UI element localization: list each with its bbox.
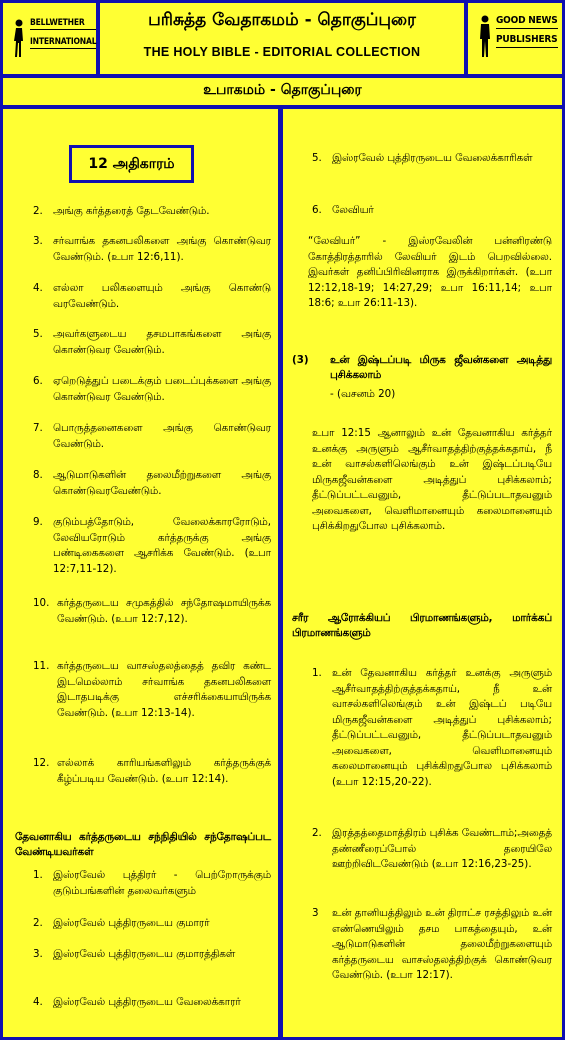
item-text: எல்லா பலிகளையும் அங்கு கொண்டு வரவேண்டும். [53,282,271,310]
item-number: 3. [33,235,43,247]
left-logo-line-1: BELLWETHER [30,17,96,30]
list-item [33,204,271,220]
list-item [312,151,552,167]
right-column [283,109,562,1037]
item-text: இஸ்ரவேல் புத்திரருடைய வேலைக்காரர் [53,996,241,1008]
list-item [33,421,271,452]
list-item [33,756,271,787]
item-number: 2. [33,917,43,929]
list-item [33,468,271,499]
item-text: பொருத்தனைகளை அங்கு கொண்டுவர வேண்டும். [53,422,271,450]
item-number: 5. [33,328,43,340]
right-logo-line-2: PUBLISHERS [496,33,558,48]
point-3-number: (3) [292,354,309,366]
section-title-bar [3,78,562,105]
item-text: ஏறெடுத்துப் படைக்கும் படைப்புக்களை அங்கு கொண்டுவர வேண்டும். [53,375,271,403]
left-column [3,109,278,1037]
list-item [33,868,271,899]
item-text: உன் தேவனாகிய கர்த்தர் உனக்கு அருளும் ஆசீர்வாதத்திற்குத்தக்கதாய், நீ உன் வாசல்களிலெங்கும் உன் இஷ்டப் படியே மிருகஜீவன்களை அடித்துப் புசிக்கலாம்; தீட்டுப்பட்டவனும், தீட்டுப்படாதவனும் அவைகளை, வெளிமானையும் கலைமானையும் புசிக்கிறதுபோல புசிக்கலாம் (உபா 12:15,20-22). [332,667,552,788]
list-item [33,995,271,1011]
left-logo-line-2: INTERNATIONAL [30,37,97,47]
item-number: 3. [33,948,43,960]
chapter-heading: 12 அதிகாரம் [69,145,194,183]
good-news-logo [468,3,562,74]
item-number: 1. [312,667,322,679]
item-text: சர்வாங்க தகனபலிகளை அங்கு கொண்டுவர வேண்டும். (உபா 12:6,11). [53,235,271,263]
list-item [33,659,271,721]
point-3-heading [292,353,552,383]
item-number: 4. [33,282,43,294]
list-item [33,281,271,312]
item-number: 12. [33,757,50,769]
bellwether-logo [3,3,96,74]
list-item [33,916,271,932]
standing-figure-icon [477,15,493,59]
item-number: 8. [33,469,43,481]
item-text: அங்கு கர்த்தரைத் தேடவேண்டும். [53,205,210,217]
list-item [33,374,271,405]
list-item [33,515,271,577]
item-text: இஸ்ரவேல் புத்திரருடைய குமாரர் [53,917,210,929]
point-3-body: உபா 12:15 ஆனாலும் உன் தேவனாகிய கர்த்தர் உனக்கு அருளும் ஆசீர்வாதத்திற்குத்தக்கதாய், நீ உன் வாசல்களிலெங்கும் உன் இஷ்டப்படியே மிருகஜீவன்களை அடித்துப் புசிக்கலாம்; தீட்டுப்பட்டவனும், தீட்டுப்படாதவனும் அவைகளை, வெளிமானையும் கலைமானையும் புசிக்கிறதுபோல புசிக்கலாம். [312,427,552,532]
list-item [312,203,552,219]
item-number: 1. [33,869,43,881]
item-text: இஸ்ரவேல் புத்திரருடைய குமாரத்திகள் [53,948,236,960]
section-heading: சரீர ஆரோக்கியப் பிரமாணங்களும், மார்க்கப் பிரமாணங்களும் [292,612,552,639]
item-number: 6. [33,375,43,387]
page-title-english: THE HOLY BIBLE - EDITORIAL COLLECTION [143,45,421,59]
right-logo-line-1: GOOD NEWS [496,14,558,29]
point-3-title: உன் இஷ்டப்படி மிருக ஜீவன்களை அடித்து புசிக்கலாம் [330,354,552,381]
list-item [33,234,271,265]
item-number: 6. [312,204,322,216]
section-title: உபாகமம் - தொகுப்புரை [203,82,362,98]
item-number: 9. [33,516,43,528]
item-number: 7. [33,422,43,434]
item-text: லேவியர் [332,204,374,216]
page-title-tamil: பரிசுத்த வேதாகமம் - தொகுப்புரை [148,10,416,30]
item-text: ஆடுமாடுகளின் தலைமீற்றுகளை அங்கு கொண்டுவரவேண்டும். [53,469,271,497]
item-text: கர்த்தருடைய சமுகத்தில் சந்தோஷமாயிருக்க வேண்டும். (உபா 12:7,12). [57,597,271,625]
list-item [33,596,271,627]
point-3-reference: - (வசனம் 20) [330,388,396,400]
list-item [312,666,552,790]
item-text: எல்லாக் காரியங்களிலும் கர்த்தருக்குக் கீழ்ப்படிய வேண்டும். (உபா 12:14). [57,757,271,785]
header-title-panel [100,3,464,74]
left-logo-text [30,17,96,49]
item-number: 11. [33,660,50,672]
item-number: 2. [33,205,43,217]
list-item [312,906,552,984]
item-text: அவர்களுடைய தசமபாகங்களை அங்கு கொண்டுவர வேண்டும். [53,328,271,356]
list-item [33,327,271,358]
item-text: இஸ்ரவேல் புத்திரர் - பெற்றோருக்கும் குடும்பங்களின் தலைவர்களும் [53,869,271,897]
item-text: இரத்தத்தைமாத்திரம் புசிக்க வேண்டாம்;அதைத் தண்ணீரைப்போல் தரையிலே ஊற்றிவிடவேண்டும் (உபா 12:16,23-25). [332,827,552,870]
item-text: குடும்பத்தோடும், வேலைக்காரரோடும், லேவியரோடும் கர்த்தருக்கு அங்கு பண்டிகைகளை ஆசரிக்க வேண்டும். (உபா 12:7,11-12). [53,516,271,575]
item-text: கர்த்தருடைய வாசஸ்தலத்தைத் தவிர கண்ட இடமெல்லாம் சர்வாங்க தகனபலிகளை இடாதபடிக்கு எச்சரிக்கையாயிருக்க வேண்டும். (உபா 12:13-14). [57,660,271,719]
item-number: 4. [33,996,43,1008]
section-heading: தேவனாகிய கர்த்தருடைய சந்நிதியில் சந்தோஷப்பட வேண்டியவர்கள் [15,831,271,858]
item-number: 10. [33,597,50,609]
item-number: 3 [312,907,319,919]
right-logo-text [496,14,558,48]
walking-figure-icon [11,19,27,59]
item-text: இஸ்ரவேல் புத்திரருடைய வேலைக்காரிகள் [332,152,533,164]
item-number: 5. [312,152,322,164]
levites-note: “லேவியர்” - இஸ்ரவேலின் பன்னிரண்டு கோத்திரத்தாரில் லேவியர் இடம் பெறவில்லை. இவர்கள் தனிப்பிரிவினராக இருக்கிறார்கள். (உபா 12:12,18-19; 14:27,29; உபா 16:11,14; உபா 18:6; உபா 26:11-13). [308,235,552,309]
item-text: உன் தானியத்திலும் உன் திராட்ச ரசத்திலும் உன் எண்ணெயிலும் தசம பாகத்தையும், உன் ஆடுமாடுகளின் தலைமீற்றுகளையும் கர்த்தருடைய வாசஸ்தலத்திற்குக் கொண்டுவர வேண்டும். (உபா 12:17). [332,907,552,981]
item-number: 2. [312,827,322,839]
list-item [33,947,271,963]
list-item [312,826,552,873]
